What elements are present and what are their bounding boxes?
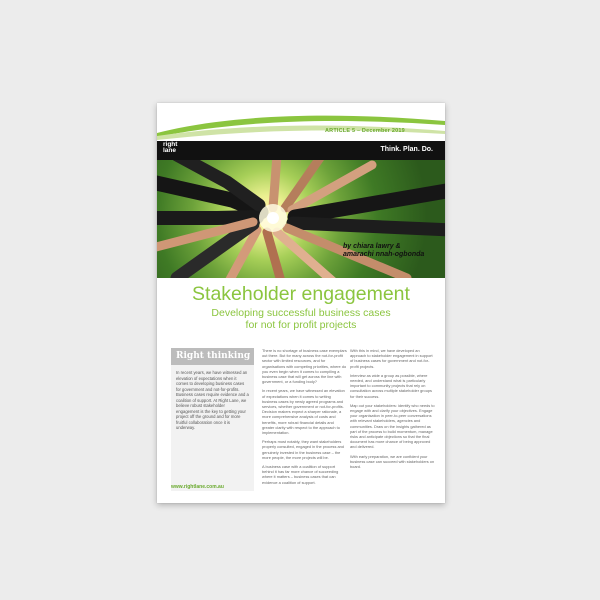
header-banner [157,141,445,160]
paragraph: Interview as wide a group as possible, where needed, and understand what is particularly important to community projects that rely on consultation across multiple stakeholder groups for their success. [350,372,432,399]
right-lane-logo: right lane [163,142,191,160]
hands-together-photo [157,160,445,278]
sidebar-heading: Right thinking [171,348,254,365]
paragraph: In recent years, we have witnessed an elevation of expectations when it comes to writing business cases by newly agreed programs and services, whether government or not-for-profits. Decision makers expect a sharper rationale, a more comprehensive analysis of costs and benefits, more robust financial details and greater clarity with respect to the approach to implementation. [262,388,345,436]
body-column-right [350,348,435,473]
green-swoosh-graphic [157,103,445,143]
article-subtitle: Developing successful business cases for not for profit projects [211,307,391,331]
paragraph: A business case with a coalition of support behind it has far more chance of succeeding where it matters – business cases that can evidence a coalition of support. [262,464,339,485]
tagline: Think. Plan. Do. [380,146,433,153]
right-thinking-sidebar [171,348,254,491]
issue-label: ARTICLE 5 – December 2019 [325,128,405,134]
sidebar-body-text: In recent years, we have witnessed an elevation of expectations when it comes to developing business cases for government and not-for-profits. Business cases require evidence and a coalition of support. At Right Lane, we believe robust stakeholder engagement is the key to getting your project off the ground and for more fruitful collaboration once it is underway. [176,370,249,430]
website-url: www.rightlane.com.au [171,484,224,490]
paragraph: Map out your stakeholders: identify who needs to engage with and clarify your objectives. Engage your organisation in peer-to-peer conversations with relevant stakeholders, agencies and communities. Draw on the insights gathered as part of the process to build momentum, manage risks and anticipate objections so that the final document has more chance of being approved and delivered. [350,402,435,450]
paragraph: Perhaps most notably, they want stakeholders properly consulted, engaged in the process and genuinely invested in the business case – the more people, the more projects will be. [262,439,344,460]
body-column-left [262,348,347,489]
paragraph: With this in mind, we have developed an approach to stakeholder engagement in support of business cases for government and not-for-profit projects. [350,348,433,369]
article-title: Stakeholder engagement [192,283,410,305]
document-page [157,103,445,503]
paragraph: With early preparation, we are confident your business case can succeed with stakeholders on board. [350,453,435,470]
paragraph: There is no shortage of business case exemplars out there. But for many across the not-for-profit sector with limited resources, and for organisations with competing priorities, where do you even begin when it comes to compiling a business case that will get across the line with government, or a funding body? [262,348,347,385]
author-byline: by chiara lawry & amarachi nnah-ogbonda [343,243,425,258]
